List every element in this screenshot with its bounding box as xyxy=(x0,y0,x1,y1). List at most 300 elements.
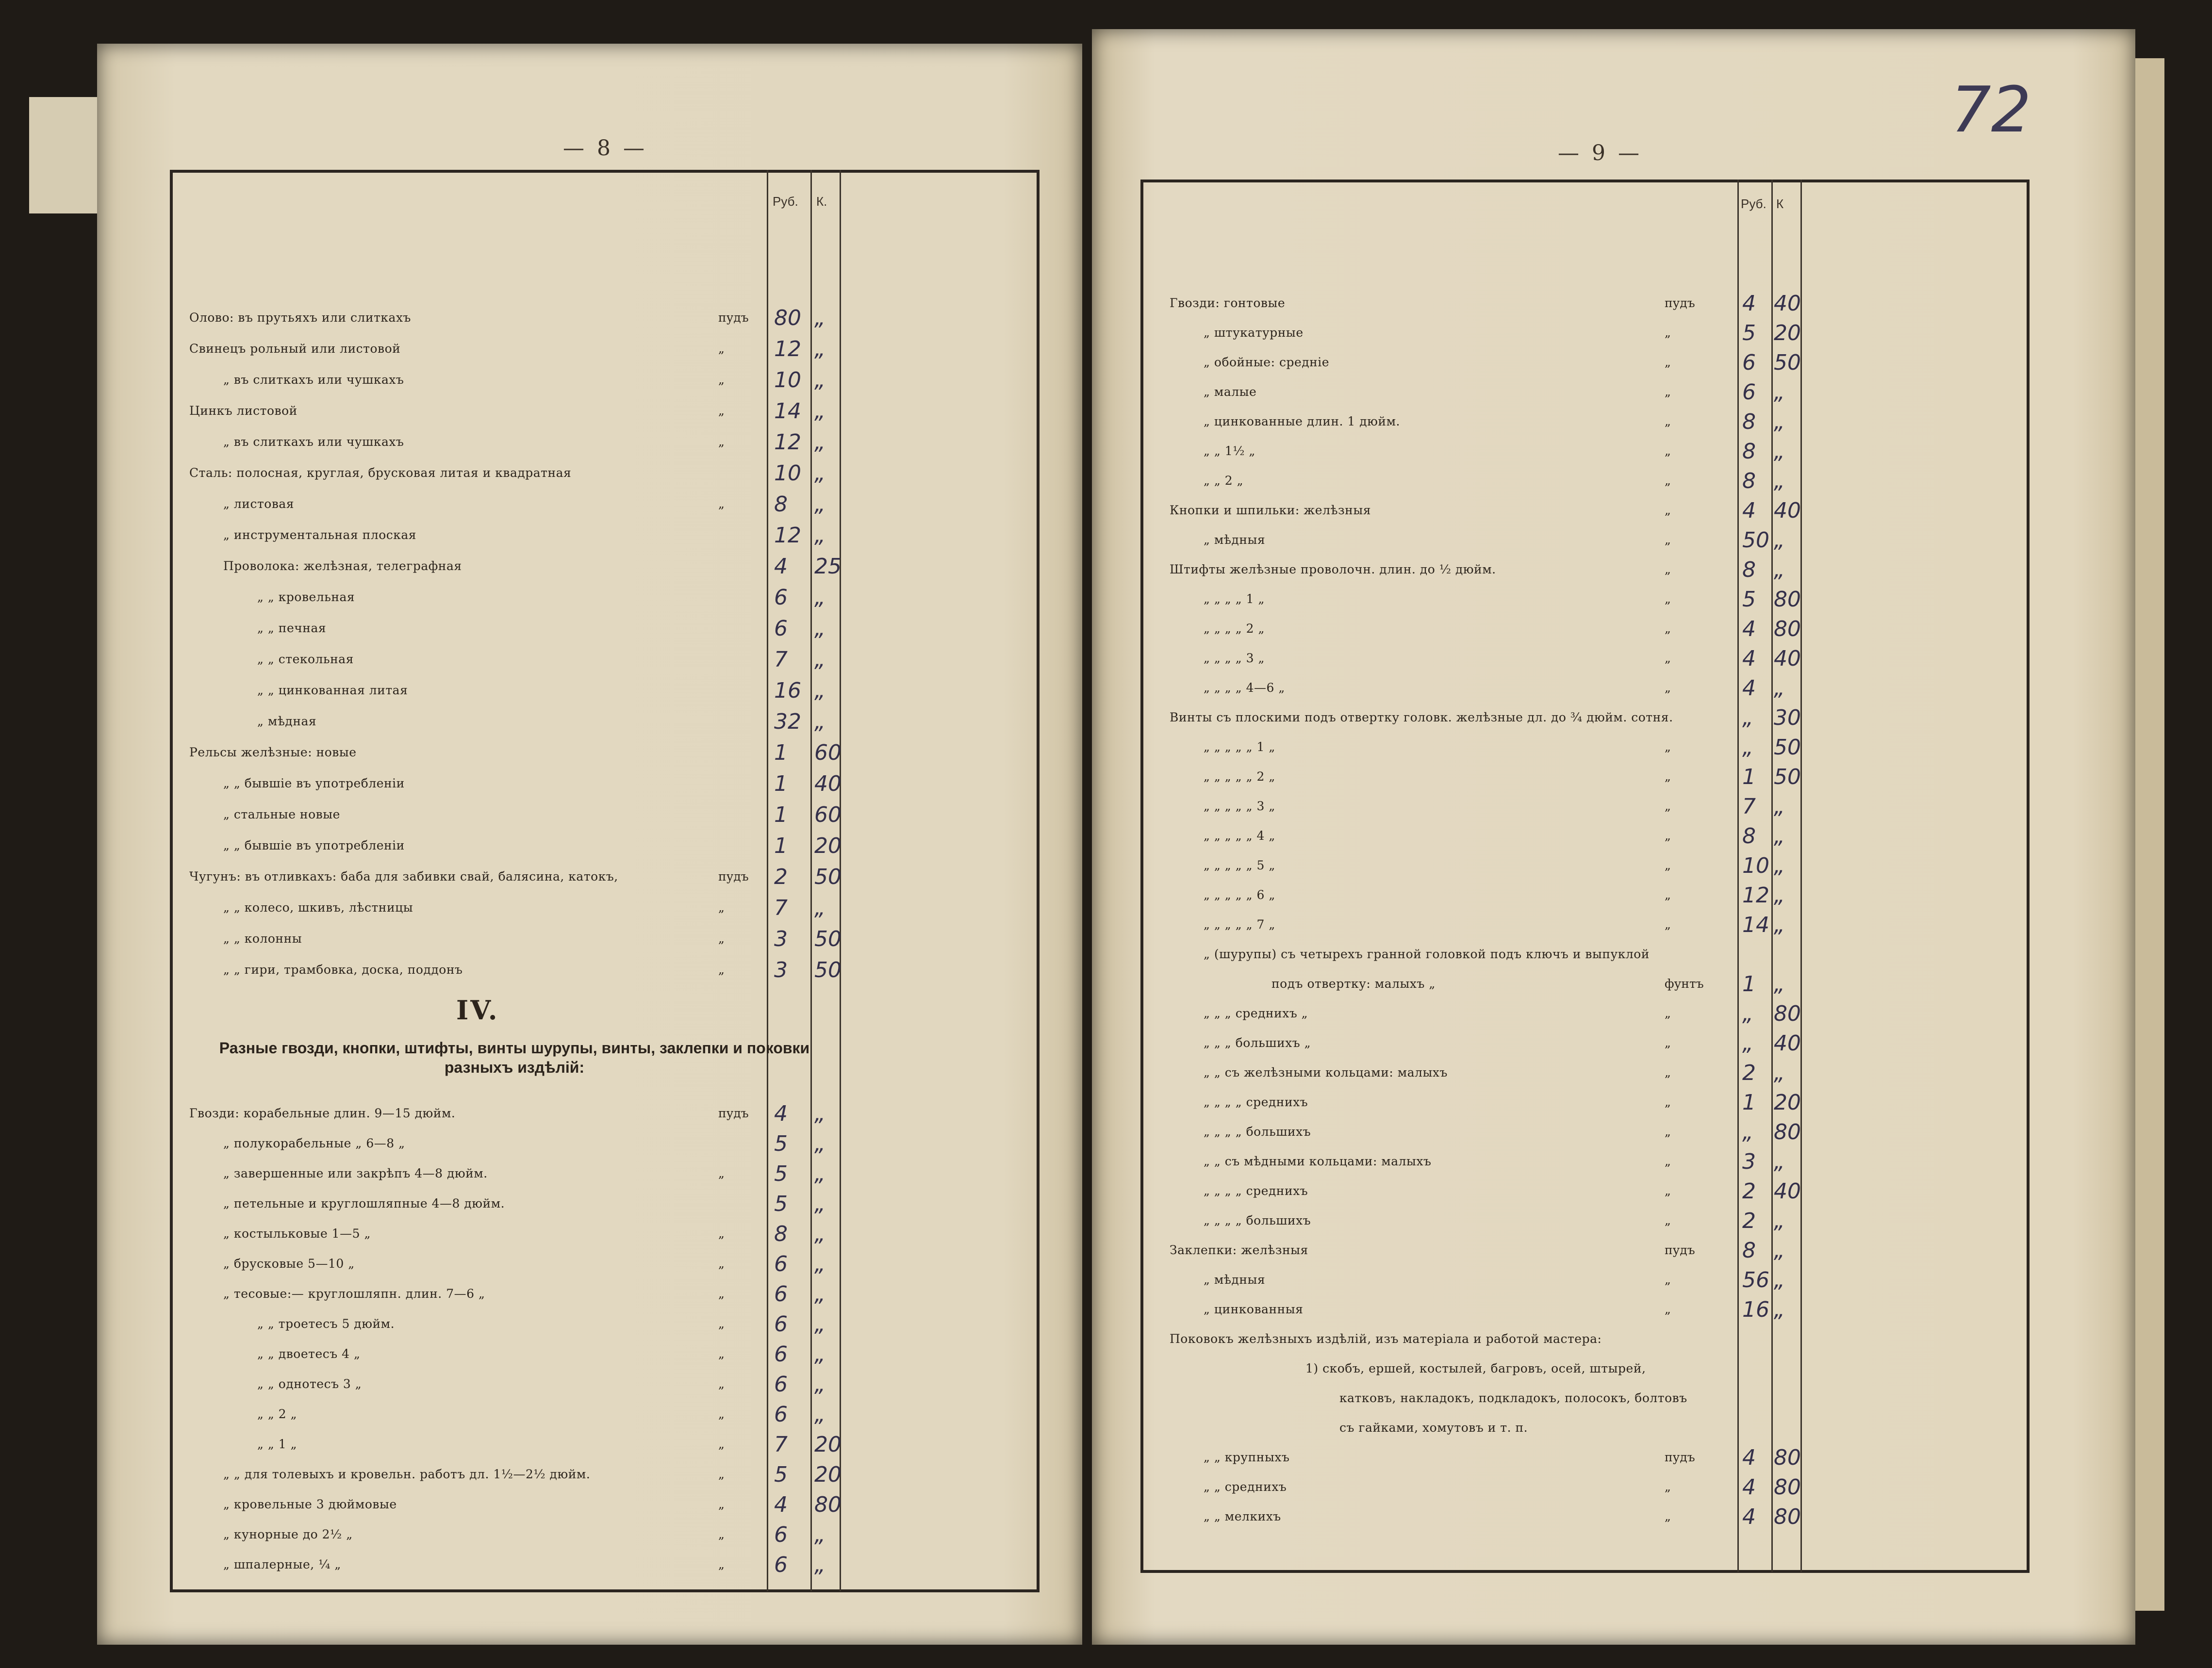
item-unit: „ xyxy=(718,963,725,977)
item-label: „ „ для толевыхъ и кровельн. работъ дл. 1½—2½ дюйм. xyxy=(223,1467,591,1481)
table-row xyxy=(97,1101,1019,1130)
item-label: „ „ 1 „ xyxy=(257,1437,297,1451)
table-row xyxy=(1092,1268,2063,1297)
table-row xyxy=(97,1462,1019,1491)
table-row xyxy=(97,1492,1019,1521)
item-unit: „ xyxy=(718,1497,725,1511)
table-row xyxy=(1092,350,2063,379)
item-label: „ „ „ большихъ „ xyxy=(1204,1036,1311,1050)
table-row xyxy=(1092,1120,2063,1149)
item-label: „ полукорабельные „ 6—8 „ xyxy=(223,1136,405,1150)
item-unit: „ xyxy=(1665,888,1671,902)
table-row xyxy=(1092,1297,2063,1326)
price-rubles: 1 xyxy=(774,802,788,827)
price-rubles: 6 xyxy=(1742,380,1756,405)
price-kopecks: „ xyxy=(814,1131,825,1156)
item-unit: „ xyxy=(1665,1480,1671,1494)
price-rubles: 4 xyxy=(1742,617,1756,641)
price-kopecks: 30 xyxy=(1774,705,1801,730)
item-label: „ „ 2 „ xyxy=(257,1407,297,1421)
item-unit: „ xyxy=(1665,592,1671,606)
price-kopecks: 60 xyxy=(814,802,842,827)
table-row xyxy=(1092,1386,2063,1415)
table-row xyxy=(97,1522,1019,1552)
item-unit: „ xyxy=(1665,1036,1671,1050)
item-label: „ „ „ „ 1 „ xyxy=(1204,592,1265,606)
table-row xyxy=(97,1252,1019,1281)
price-kopecks: 40 xyxy=(1774,291,1801,316)
item-label: „ „ бывшіе въ употребленіи xyxy=(223,838,405,852)
item-label: Штифты желѣзные проволочн. длин. до ½ дюйм. xyxy=(1170,562,1496,576)
price-rubles: 14 xyxy=(1742,913,1769,937)
item-label: „ „ троетесъ 5 дюйм. xyxy=(257,1317,395,1331)
price-rubles: 2 xyxy=(1742,1061,1756,1085)
price-kopecks: 50 xyxy=(1774,735,1801,760)
item-label: „ костыльковые 1—5 „ xyxy=(223,1226,371,1241)
item-unit: „ xyxy=(1665,651,1671,665)
price-kopecks: „ xyxy=(814,709,825,734)
item-label: подъ отвертку: малыхъ „ xyxy=(1271,977,1436,991)
item-unit: пудъ xyxy=(718,1106,749,1120)
price-rubles: 12 xyxy=(1742,883,1769,908)
price-rubles: 10 xyxy=(774,461,801,486)
price-kopecks: 20 xyxy=(1774,321,1801,345)
table-row xyxy=(97,523,1019,552)
table-row xyxy=(1092,409,2063,439)
price-rubles: 6 xyxy=(774,1312,788,1337)
table-row xyxy=(1092,1179,2063,1208)
left-rub-header: Руб. xyxy=(773,194,798,209)
price-kopecks: „ xyxy=(814,1312,825,1337)
table-row xyxy=(97,368,1019,397)
price-kopecks: 25 xyxy=(814,554,842,579)
price-rubles: „ xyxy=(1742,1001,1753,1026)
item-unit: „ xyxy=(718,1347,725,1361)
price-kopecks: 80 xyxy=(1774,1475,1801,1500)
price-rubles: „ xyxy=(1742,735,1753,760)
item-label: „ листовая xyxy=(223,497,295,511)
price-kopecks: „ xyxy=(814,678,825,703)
item-unit: „ xyxy=(1665,621,1671,636)
table-row xyxy=(1092,765,2063,794)
price-kopecks: „ xyxy=(814,337,825,361)
item-unit: „ xyxy=(1665,1154,1671,1168)
item-unit: „ xyxy=(1665,474,1671,488)
item-unit: „ xyxy=(718,932,725,946)
table-row xyxy=(97,1222,1019,1251)
item-unit: „ xyxy=(718,497,725,511)
item-unit: „ xyxy=(1665,1213,1671,1227)
price-kopecks: 80 xyxy=(814,1492,842,1517)
price-kopecks: „ xyxy=(814,616,825,641)
item-label: „ „ „ среднихъ „ xyxy=(1204,1006,1308,1020)
price-kopecks: „ xyxy=(814,399,825,424)
table-row xyxy=(1092,794,2063,823)
price-rubles: 5 xyxy=(774,1161,788,1186)
table-row xyxy=(1092,1445,2063,1474)
price-kopecks: „ xyxy=(814,896,825,920)
price-kopecks: 20 xyxy=(1774,1090,1801,1115)
price-kopecks: „ xyxy=(1774,1268,1785,1292)
price-kopecks: „ xyxy=(1774,409,1785,434)
item-unit: „ xyxy=(718,373,725,387)
price-kopecks: 50 xyxy=(1774,350,1801,375)
item-unit: „ xyxy=(1665,1302,1671,1316)
price-kopecks: 20 xyxy=(814,1462,842,1487)
item-label: „ брусковые 5—10 „ xyxy=(223,1257,355,1271)
price-rubles: 16 xyxy=(774,678,801,703)
price-kopecks: 80 xyxy=(1774,587,1801,612)
price-kopecks: „ xyxy=(1774,1297,1785,1322)
left-page xyxy=(97,44,1082,1645)
price-kopecks: „ xyxy=(814,523,825,548)
binding-stub xyxy=(29,97,102,213)
table-row xyxy=(1092,735,2063,764)
item-label: „ „ 2 „ xyxy=(1204,474,1244,488)
table-row xyxy=(97,1161,1019,1191)
item-unit: „ xyxy=(1665,1273,1671,1287)
table-row xyxy=(1092,587,2063,616)
price-rubles: 12 xyxy=(774,523,801,548)
item-label: 1) скобъ, ершей, костылей, багровъ, осей, штырей, xyxy=(1305,1361,1646,1375)
price-rubles: „ xyxy=(1742,1120,1753,1145)
item-unit: „ xyxy=(1665,799,1671,813)
price-kopecks: 80 xyxy=(1774,1120,1801,1145)
price-rubles: 8 xyxy=(1742,409,1756,434)
price-rubles: 3 xyxy=(774,927,788,951)
item-label: Рельсы желѣзные: новые xyxy=(189,745,357,759)
price-rubles: 4 xyxy=(1742,1445,1756,1470)
section-title: Разные гвозди, кнопки, штифты, винты шурупы, винты, заклепки и поковки разныхъ издѣлій: xyxy=(219,1039,810,1076)
price-kopecks: 60 xyxy=(814,740,842,765)
table-row xyxy=(1092,1238,2063,1267)
item-unit: „ xyxy=(1665,562,1671,576)
price-rubles: 2 xyxy=(1742,1209,1756,1233)
item-label: „ стальные новые xyxy=(223,807,340,821)
item-label: „ мѣдная xyxy=(257,714,317,728)
table-row xyxy=(97,1312,1019,1341)
table-row xyxy=(1092,291,2063,320)
price-kopecks: 80 xyxy=(1774,617,1801,641)
table-row xyxy=(1092,439,2063,468)
item-label: „ „ „ „ 2 „ xyxy=(1204,621,1265,636)
right-page xyxy=(1092,29,2135,1645)
table-row xyxy=(97,1282,1019,1311)
item-label: „ „ мелкихъ xyxy=(1204,1509,1281,1523)
price-kopecks: 50 xyxy=(814,865,842,889)
table-row xyxy=(1092,646,2063,675)
item-label: „ „ двоетесъ 4 „ xyxy=(257,1347,361,1361)
item-label: „ въ слиткахъ или чушкахъ xyxy=(223,373,404,387)
item-label: Свинецъ рольный или листовой xyxy=(189,342,401,356)
item-unit: пудъ xyxy=(1665,1243,1695,1257)
item-label: „ „ „ „ большихъ xyxy=(1204,1125,1311,1139)
price-kopecks: „ xyxy=(814,1342,825,1367)
price-kopecks: „ xyxy=(1774,528,1785,553)
price-kopecks: „ xyxy=(1774,913,1785,937)
price-rubles: 1 xyxy=(774,771,788,796)
price-rubles: 80 xyxy=(774,306,801,330)
price-kopecks: „ xyxy=(814,1101,825,1126)
price-kopecks: 20 xyxy=(814,834,842,858)
item-label: Винты съ плоскими подъ отвертку головк. желѣзные дл. до ¾ дюйм. сотня. xyxy=(1170,710,1673,724)
item-unit: „ xyxy=(718,1467,725,1481)
item-unit: „ xyxy=(718,1557,725,1571)
item-unit: „ xyxy=(718,900,725,915)
item-label: Олово: въ прутьяхъ или слиткахъ xyxy=(189,311,411,325)
table-row xyxy=(97,337,1019,366)
price-kopecks: „ xyxy=(1774,469,1785,493)
price-kopecks: 80 xyxy=(1774,1001,1801,1026)
price-kopecks: 80 xyxy=(1774,1445,1801,1470)
table-row xyxy=(97,834,1019,863)
item-label: „ штукатурные xyxy=(1204,326,1304,340)
price-rubles: 50 xyxy=(1742,528,1769,553)
price-rubles: 3 xyxy=(1742,1149,1756,1174)
price-kopecks: 40 xyxy=(814,771,842,796)
item-unit: „ xyxy=(1665,444,1671,458)
item-unit: „ xyxy=(1665,1006,1671,1020)
price-kopecks: „ xyxy=(1774,794,1785,819)
price-rubles: 1 xyxy=(1742,765,1756,789)
price-kopecks: „ xyxy=(1774,557,1785,582)
item-label: Цинкъ листовой xyxy=(189,404,297,418)
right-rub-header: Руб. xyxy=(1741,196,1766,211)
price-rubles: 2 xyxy=(1742,1179,1756,1204)
price-kopecks: 40 xyxy=(1774,498,1801,523)
table-row xyxy=(1092,1504,2063,1534)
item-label: „ завершенные или закрѣпъ 4—8 дюйм. xyxy=(223,1166,488,1180)
item-unit: „ xyxy=(718,1377,725,1391)
item-label: Заклепки: желѣзныя xyxy=(1170,1243,1308,1257)
item-label: „ цинкованные длин. 1 дюйм. xyxy=(1204,414,1400,428)
price-rubles: 4 xyxy=(1742,291,1756,316)
price-rubles: 8 xyxy=(1742,824,1756,849)
item-unit: „ xyxy=(1665,681,1671,695)
price-rubles: 10 xyxy=(1742,853,1769,878)
table-row xyxy=(97,1342,1019,1371)
table-row xyxy=(1092,942,2063,971)
price-kopecks: „ xyxy=(814,461,825,486)
table-row xyxy=(97,306,1019,335)
price-kopecks: „ xyxy=(814,1522,825,1547)
item-unit: „ xyxy=(1665,533,1671,547)
table-row xyxy=(1092,676,2063,705)
price-rubles: 56 xyxy=(1742,1268,1769,1292)
table-row xyxy=(97,678,1019,707)
item-label: „ петельные и круглошляпные 4—8 дюйм. xyxy=(223,1196,505,1210)
item-label: „ тесовые:— круглошляпн. длин. 7—6 „ xyxy=(223,1287,485,1301)
price-rubles: 1 xyxy=(774,834,788,858)
price-rubles: 1 xyxy=(774,740,788,765)
item-label: Кнопки и шпильки: желѣзныя xyxy=(1170,503,1371,517)
price-rubles: 4 xyxy=(774,1101,788,1126)
item-label: Проволока: желѣзная, телеграфная xyxy=(223,559,462,573)
table-row xyxy=(1092,824,2063,853)
item-label: „ „ колесо, шкивъ, лѣстницы xyxy=(223,900,413,915)
item-label: „ „ „ „ „ 6 „ xyxy=(1204,888,1275,902)
table-row xyxy=(1092,1327,2063,1356)
table-row xyxy=(97,771,1019,801)
table-row xyxy=(1092,883,2063,912)
table-row xyxy=(97,740,1019,769)
table-row xyxy=(1092,853,2063,883)
price-kopecks: 50 xyxy=(1774,765,1801,789)
item-label: „ „ среднихъ xyxy=(1204,1480,1287,1494)
item-label: „ „ „ „ среднихъ xyxy=(1204,1184,1308,1198)
price-rubles: 4 xyxy=(1742,646,1756,671)
price-rubles: 4 xyxy=(774,554,788,579)
section-number: IV. xyxy=(456,995,499,1026)
price-kopecks: „ xyxy=(1774,1149,1785,1174)
price-kopecks: „ xyxy=(814,585,825,610)
table-row xyxy=(97,616,1019,645)
item-label: „ „ „ „ „ 4 „ xyxy=(1204,829,1275,843)
price-rubles: 6 xyxy=(774,1553,788,1577)
table-row xyxy=(97,865,1019,894)
item-label: „ „ „ „ „ 2 „ xyxy=(1204,769,1275,784)
table-row xyxy=(97,802,1019,832)
table-row xyxy=(1092,528,2063,557)
item-unit: „ xyxy=(1665,1509,1671,1523)
price-rubles: 12 xyxy=(774,337,801,361)
item-label: „ малые xyxy=(1204,385,1257,399)
price-rubles: 4 xyxy=(774,1492,788,1517)
table-row xyxy=(97,1553,1019,1582)
price-kopecks: 40 xyxy=(1774,1179,1801,1204)
table-row xyxy=(1092,1357,2063,1386)
item-unit: „ xyxy=(718,1527,725,1541)
price-kopecks: „ xyxy=(814,1222,825,1246)
table-row xyxy=(97,1192,1019,1221)
price-kopecks: „ xyxy=(814,1402,825,1427)
item-label: „ „ колонны xyxy=(223,932,302,946)
item-unit: „ xyxy=(1665,740,1671,754)
price-kopecks: „ xyxy=(1774,1209,1785,1233)
item-unit: „ xyxy=(718,404,725,418)
price-kopecks: „ xyxy=(1774,824,1785,849)
price-rubles: 5 xyxy=(774,1192,788,1216)
item-label: „ „ стекольная xyxy=(257,652,354,666)
item-label: „ „ крупныхъ xyxy=(1204,1450,1290,1464)
price-rubles: 8 xyxy=(774,492,788,517)
item-label: Чугунъ: въ отливкахъ: баба для забивки свай, балясина, катокъ, xyxy=(189,869,618,883)
item-label: „ шпалерные, ¼ „ xyxy=(223,1557,341,1571)
item-label: „ „ бывшіе въ употребленіи xyxy=(223,776,405,790)
price-rubles: 7 xyxy=(1742,794,1756,819)
item-label: „ „ „ „ большихъ xyxy=(1204,1213,1311,1227)
item-label: „ „ „ „ „ 1 „ xyxy=(1204,740,1275,754)
price-kopecks: „ xyxy=(1774,883,1785,908)
item-unit: „ xyxy=(718,1166,725,1180)
price-rubles: 7 xyxy=(774,647,788,672)
item-unit: пудъ xyxy=(1665,296,1695,310)
price-rubles: 14 xyxy=(774,399,801,424)
price-kopecks: „ xyxy=(814,430,825,455)
item-unit: пудъ xyxy=(718,869,749,883)
price-rubles: 3 xyxy=(774,958,788,982)
price-rubles: 5 xyxy=(774,1131,788,1156)
table-row xyxy=(97,958,1019,987)
price-rubles: 7 xyxy=(774,1432,788,1457)
price-kopecks: „ xyxy=(814,1372,825,1397)
price-kopecks: „ xyxy=(814,306,825,330)
item-unit: „ xyxy=(1665,858,1671,872)
price-rubles: 4 xyxy=(1742,498,1756,523)
price-kopecks: „ xyxy=(814,1282,825,1307)
price-kopecks: 50 xyxy=(814,958,842,982)
item-label: „ инструментальная плоская xyxy=(223,528,417,542)
item-unit: „ xyxy=(718,1287,725,1301)
item-unit: „ xyxy=(718,435,725,449)
table-row xyxy=(97,554,1019,583)
item-label: „ „ „ „ „ 5 „ xyxy=(1204,858,1275,872)
price-rubles: 6 xyxy=(774,616,788,641)
price-rubles: 8 xyxy=(1742,557,1756,582)
item-label: „ „ „ „ среднихъ xyxy=(1204,1095,1308,1109)
item-label: „ „ „ „ „ 3 „ xyxy=(1204,799,1275,813)
price-kopecks: „ xyxy=(1774,1061,1785,1085)
item-label: „ „ однотесъ 3 „ xyxy=(257,1377,362,1391)
item-unit: пудъ xyxy=(1665,1450,1695,1464)
price-kopecks: „ xyxy=(814,368,825,392)
table-row xyxy=(97,896,1019,925)
item-unit: „ xyxy=(718,342,725,356)
price-rubles: 6 xyxy=(774,1282,788,1307)
price-kopecks: 50 xyxy=(814,927,842,951)
price-kopecks: „ xyxy=(814,492,825,517)
item-label: Гвозди: корабельные длин. 9—15 дюйм. xyxy=(189,1106,456,1120)
table-row xyxy=(1092,1031,2063,1060)
table-row xyxy=(1092,1209,2063,1238)
item-unit: „ xyxy=(718,1317,725,1331)
table-row xyxy=(1092,1061,2063,1090)
price-rubles: 4 xyxy=(1742,1504,1756,1529)
price-kopecks: 80 xyxy=(1774,1504,1801,1529)
item-label: „ (шурупы) съ четырехъ гранной головкой подъ ключъ и выпуклой xyxy=(1204,947,1650,961)
table-row xyxy=(97,1432,1019,1461)
item-unit: „ xyxy=(1665,829,1671,843)
table-row xyxy=(97,647,1019,676)
item-unit: „ xyxy=(718,1437,725,1451)
item-label: „ „ печная xyxy=(257,621,327,635)
item-unit: „ xyxy=(1665,769,1671,784)
table-row xyxy=(1092,1001,2063,1030)
item-label: „ „ съ мѣдными кольцами: малыхъ xyxy=(1204,1154,1432,1168)
item-label: „ „ „ „ „ 7 „ xyxy=(1204,917,1275,932)
item-unit: „ xyxy=(1665,414,1671,428)
item-label: „ „ цинкованная литая xyxy=(257,683,408,697)
table-row xyxy=(97,1372,1019,1401)
price-rubles: 12 xyxy=(774,430,801,455)
archive-folio-number: 72 xyxy=(1951,73,2031,147)
table-row xyxy=(97,1131,1019,1161)
price-rubles: 10 xyxy=(774,368,801,392)
price-rubles: 8 xyxy=(1742,1238,1756,1263)
table-row xyxy=(97,430,1019,459)
price-rubles: 4 xyxy=(1742,1475,1756,1500)
price-rubles: 8 xyxy=(1742,469,1756,493)
item-unit: фунтъ xyxy=(1665,977,1704,991)
item-unit: „ xyxy=(1665,385,1671,399)
item-label: „ въ слиткахъ или чушкахъ xyxy=(223,435,404,449)
price-rubles: „ xyxy=(1742,1031,1753,1056)
table-row xyxy=(97,927,1019,956)
price-rubles: 5 xyxy=(774,1462,788,1487)
price-rubles: 6 xyxy=(774,585,788,610)
price-rubles: 8 xyxy=(774,1222,788,1246)
price-kopecks: „ xyxy=(814,647,825,672)
